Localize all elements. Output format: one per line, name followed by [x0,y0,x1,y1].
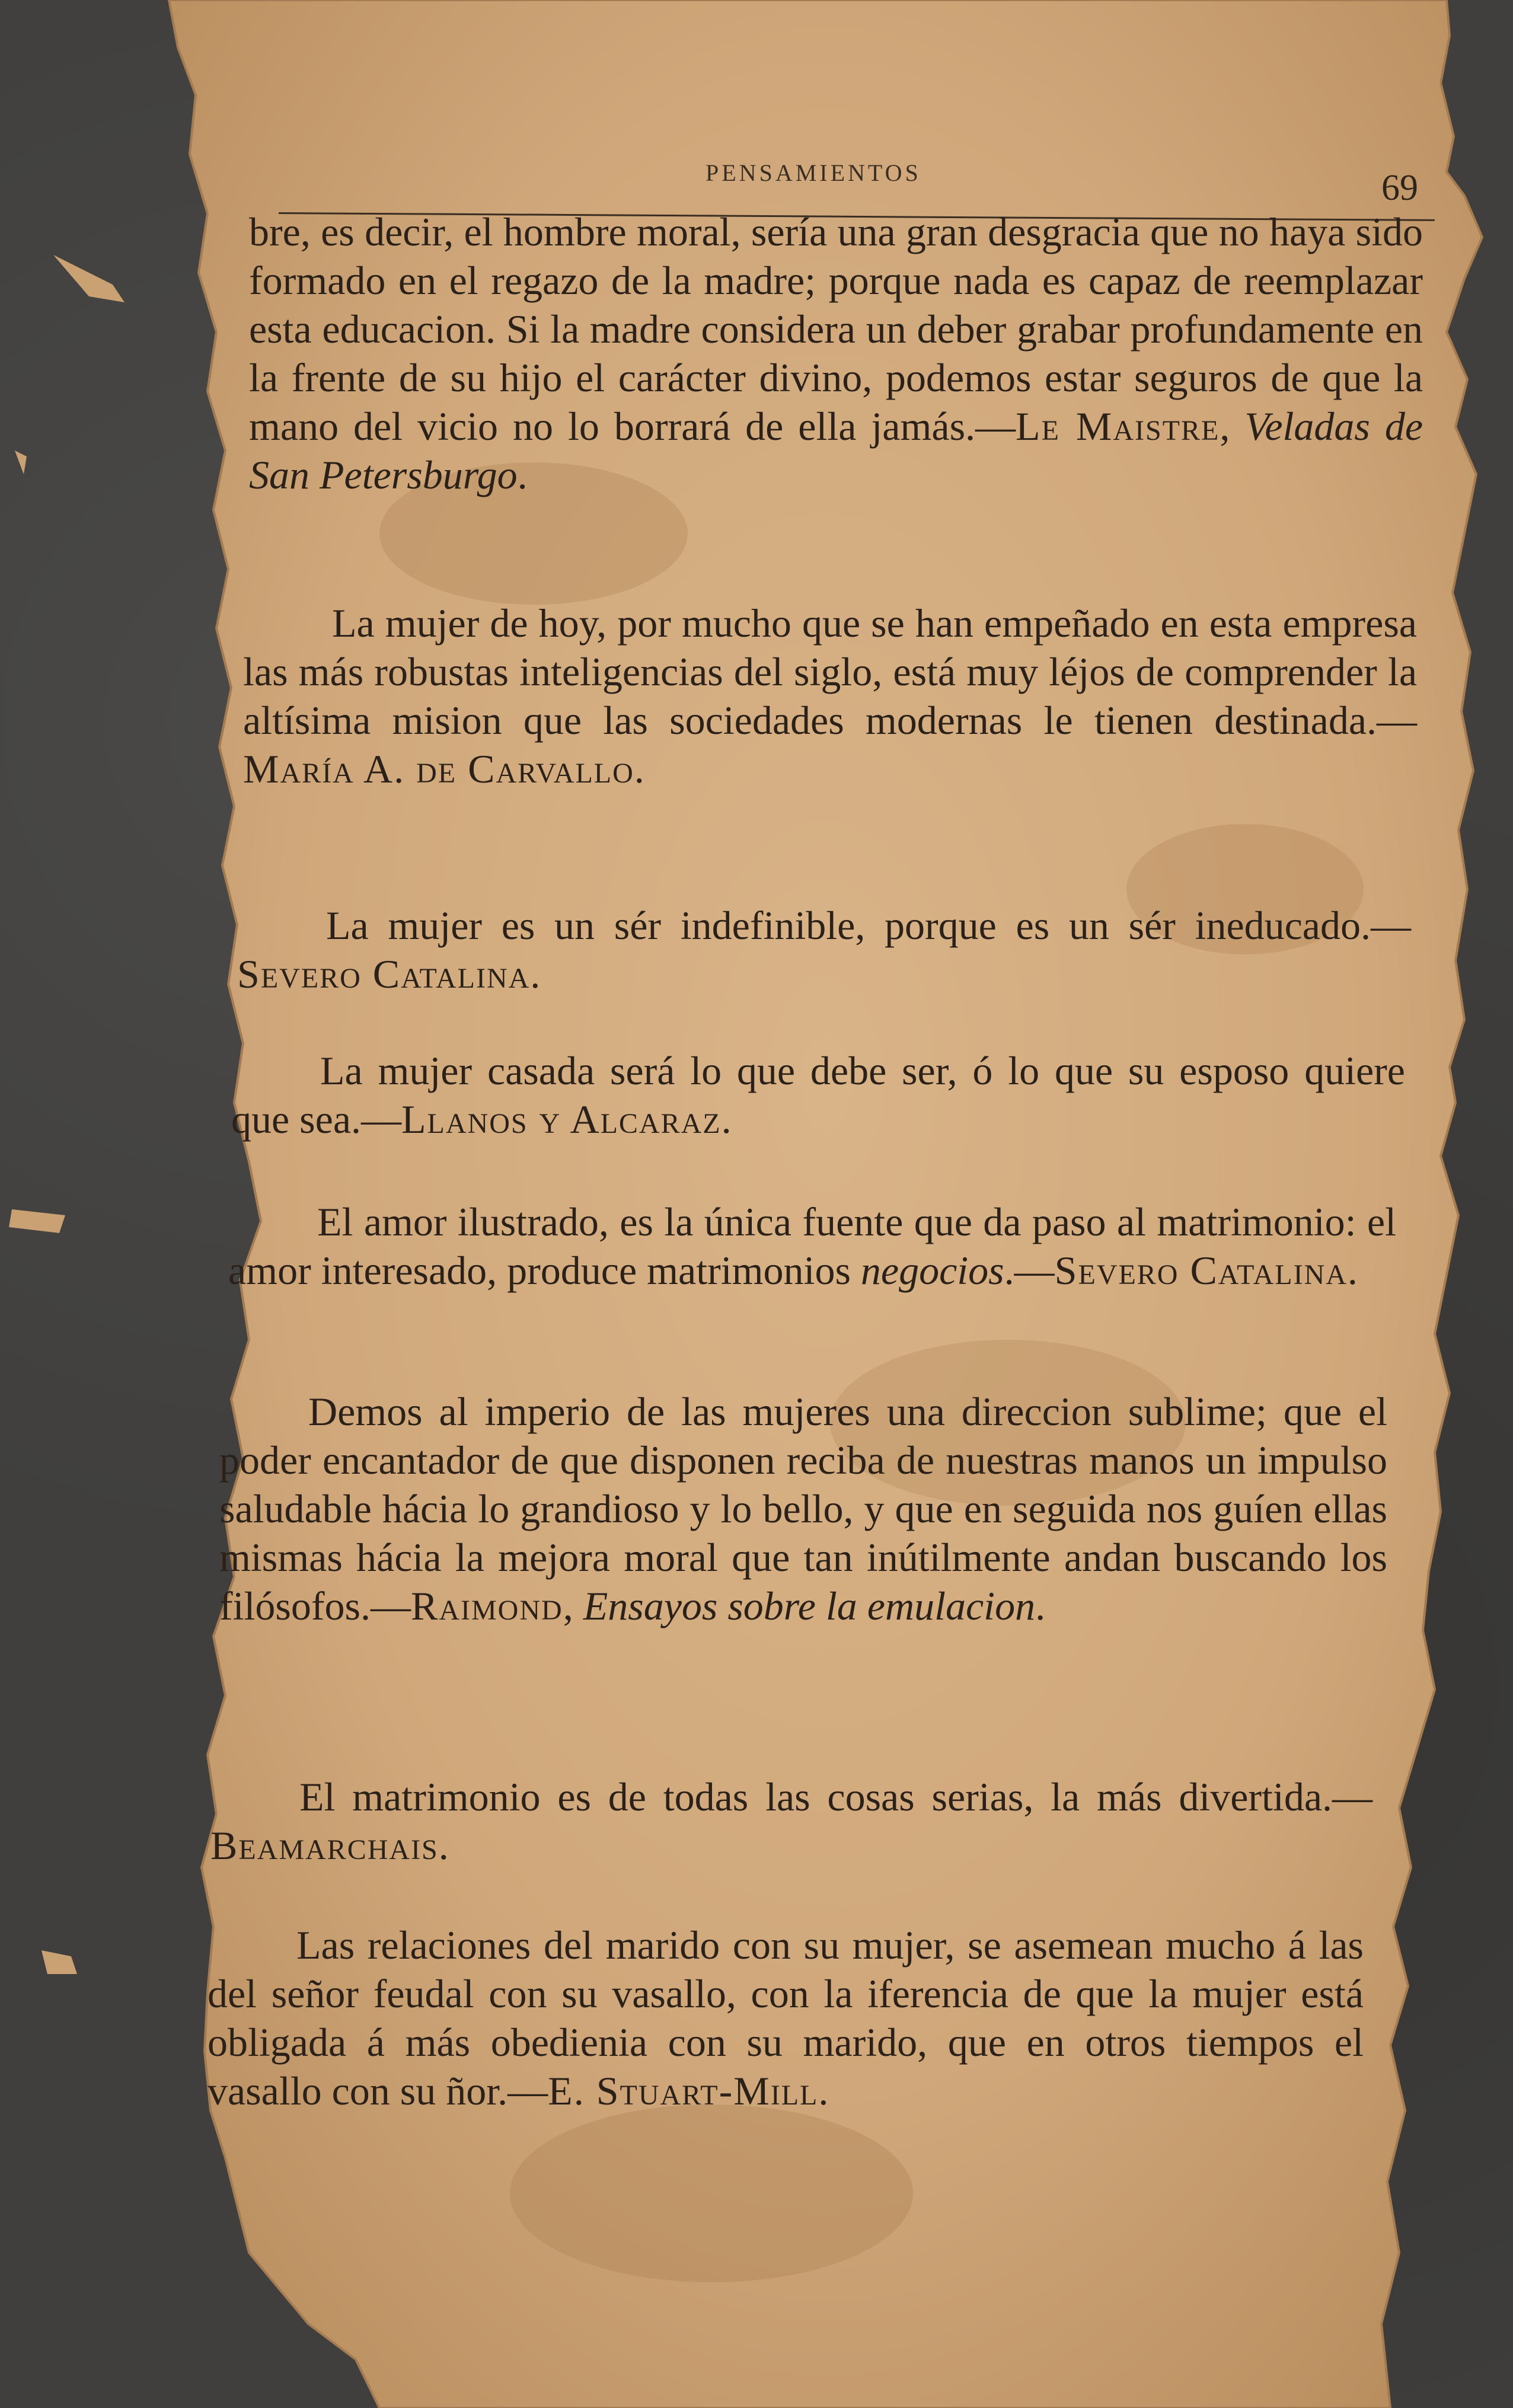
quote-text: Las relaciones del marido con su mujer, se asemean mucho á las del señor feudal con su vasallo, con la iferencia de que la mujer está obligada á más obedienia con su marido, que en otros tiempos el vasallo con su ñor.— [208,1922,1364,2113]
quote-text: La mujer de hoy, por mucho que se han empeñado en esta empresa las más robustas inteligencias del siglo, está muy léjos de comprender la altísima mision que las sociedades modernas le tienen destinada.— [243,601,1417,743]
quote-end: . [721,1097,732,1142]
quote-author: Raimond [411,1583,563,1628]
quote-end: . [517,452,528,497]
quote-text: El amor ilustrado, es la única fuente que da paso al matrimonio: el amor interesado, produce matrimonios [228,1199,1396,1293]
quote-paragraph [219,1387,1387,1630]
quote-author: E. Stuart-Mill [548,2068,819,2113]
quote-author: Le Maistre [1016,404,1220,449]
quote-end: . [818,2068,829,2113]
quote-paragraph [210,1773,1372,1870]
quote-end: . [530,951,541,997]
quote-paragraph [243,599,1417,793]
quote-paragraph [237,901,1411,998]
quote-author: Llanos y Alcaraz [401,1097,722,1142]
quote-work: Veladas de San Petersburgo [249,404,1423,497]
page-number: 69 [1381,168,1418,208]
quote-paragraph [249,207,1423,499]
running-title: PENSAMIENTOS [706,159,921,186]
quote-separator: , [563,1583,583,1628]
quote-paragraph [228,1197,1396,1295]
quote-end: . [634,746,644,791]
quote-separator: , [1220,404,1245,449]
quote-end: . [1035,1583,1046,1628]
quote-text: Demos al imperio de las mujeres una direccion sublime; que el poder encantador de que disponen reciba de nuestras manos un impulso saludable hácia lo grandioso y lo bello, y que en seguida nos guíen ellas mismas hácia la mejora moral que tan inútilmente andan buscando los filósofos.— [219,1389,1387,1628]
quote-end: . [1347,1248,1358,1293]
quote-author: María A. de Carvallo [243,746,634,791]
quote-text: El matrimonio es de todas las cosas serias, la más divertida.— [299,1774,1372,1819]
quote-text: La mujer es un sér indefinible, porque es un sér ineducado.— [326,903,1411,948]
quote-author: Severo Catalina [1054,1248,1348,1293]
quote-text-after: .— [1004,1248,1055,1293]
quote-work: Ensayos sobre la emulacion [583,1583,1036,1628]
quote-text: bre, es decir, el hombre moral, sería una gran desgracia que no haya sido formado en el regazo de la madre; porque nada es capaz de reemplazar esta educacion. Si la madre considera un deber grabar profundamente en la frente de su hijo el carácter divino, podemos estar seguros de que la mano del vicio no lo borrará de ella jamás.— [249,209,1423,449]
quote-text: La mujer casada será lo que debe ser, ó lo que su esposo quiere que sea.— [231,1048,1405,1142]
quote-author: Severo Catalina [237,951,531,997]
quote-paragraph [208,1921,1364,2115]
quote-author: Beamarchais [210,1823,439,1868]
quote-italic-inline: negocios [860,1248,1004,1293]
quote-paragraph [231,1046,1405,1144]
quote-end: . [438,1823,449,1868]
